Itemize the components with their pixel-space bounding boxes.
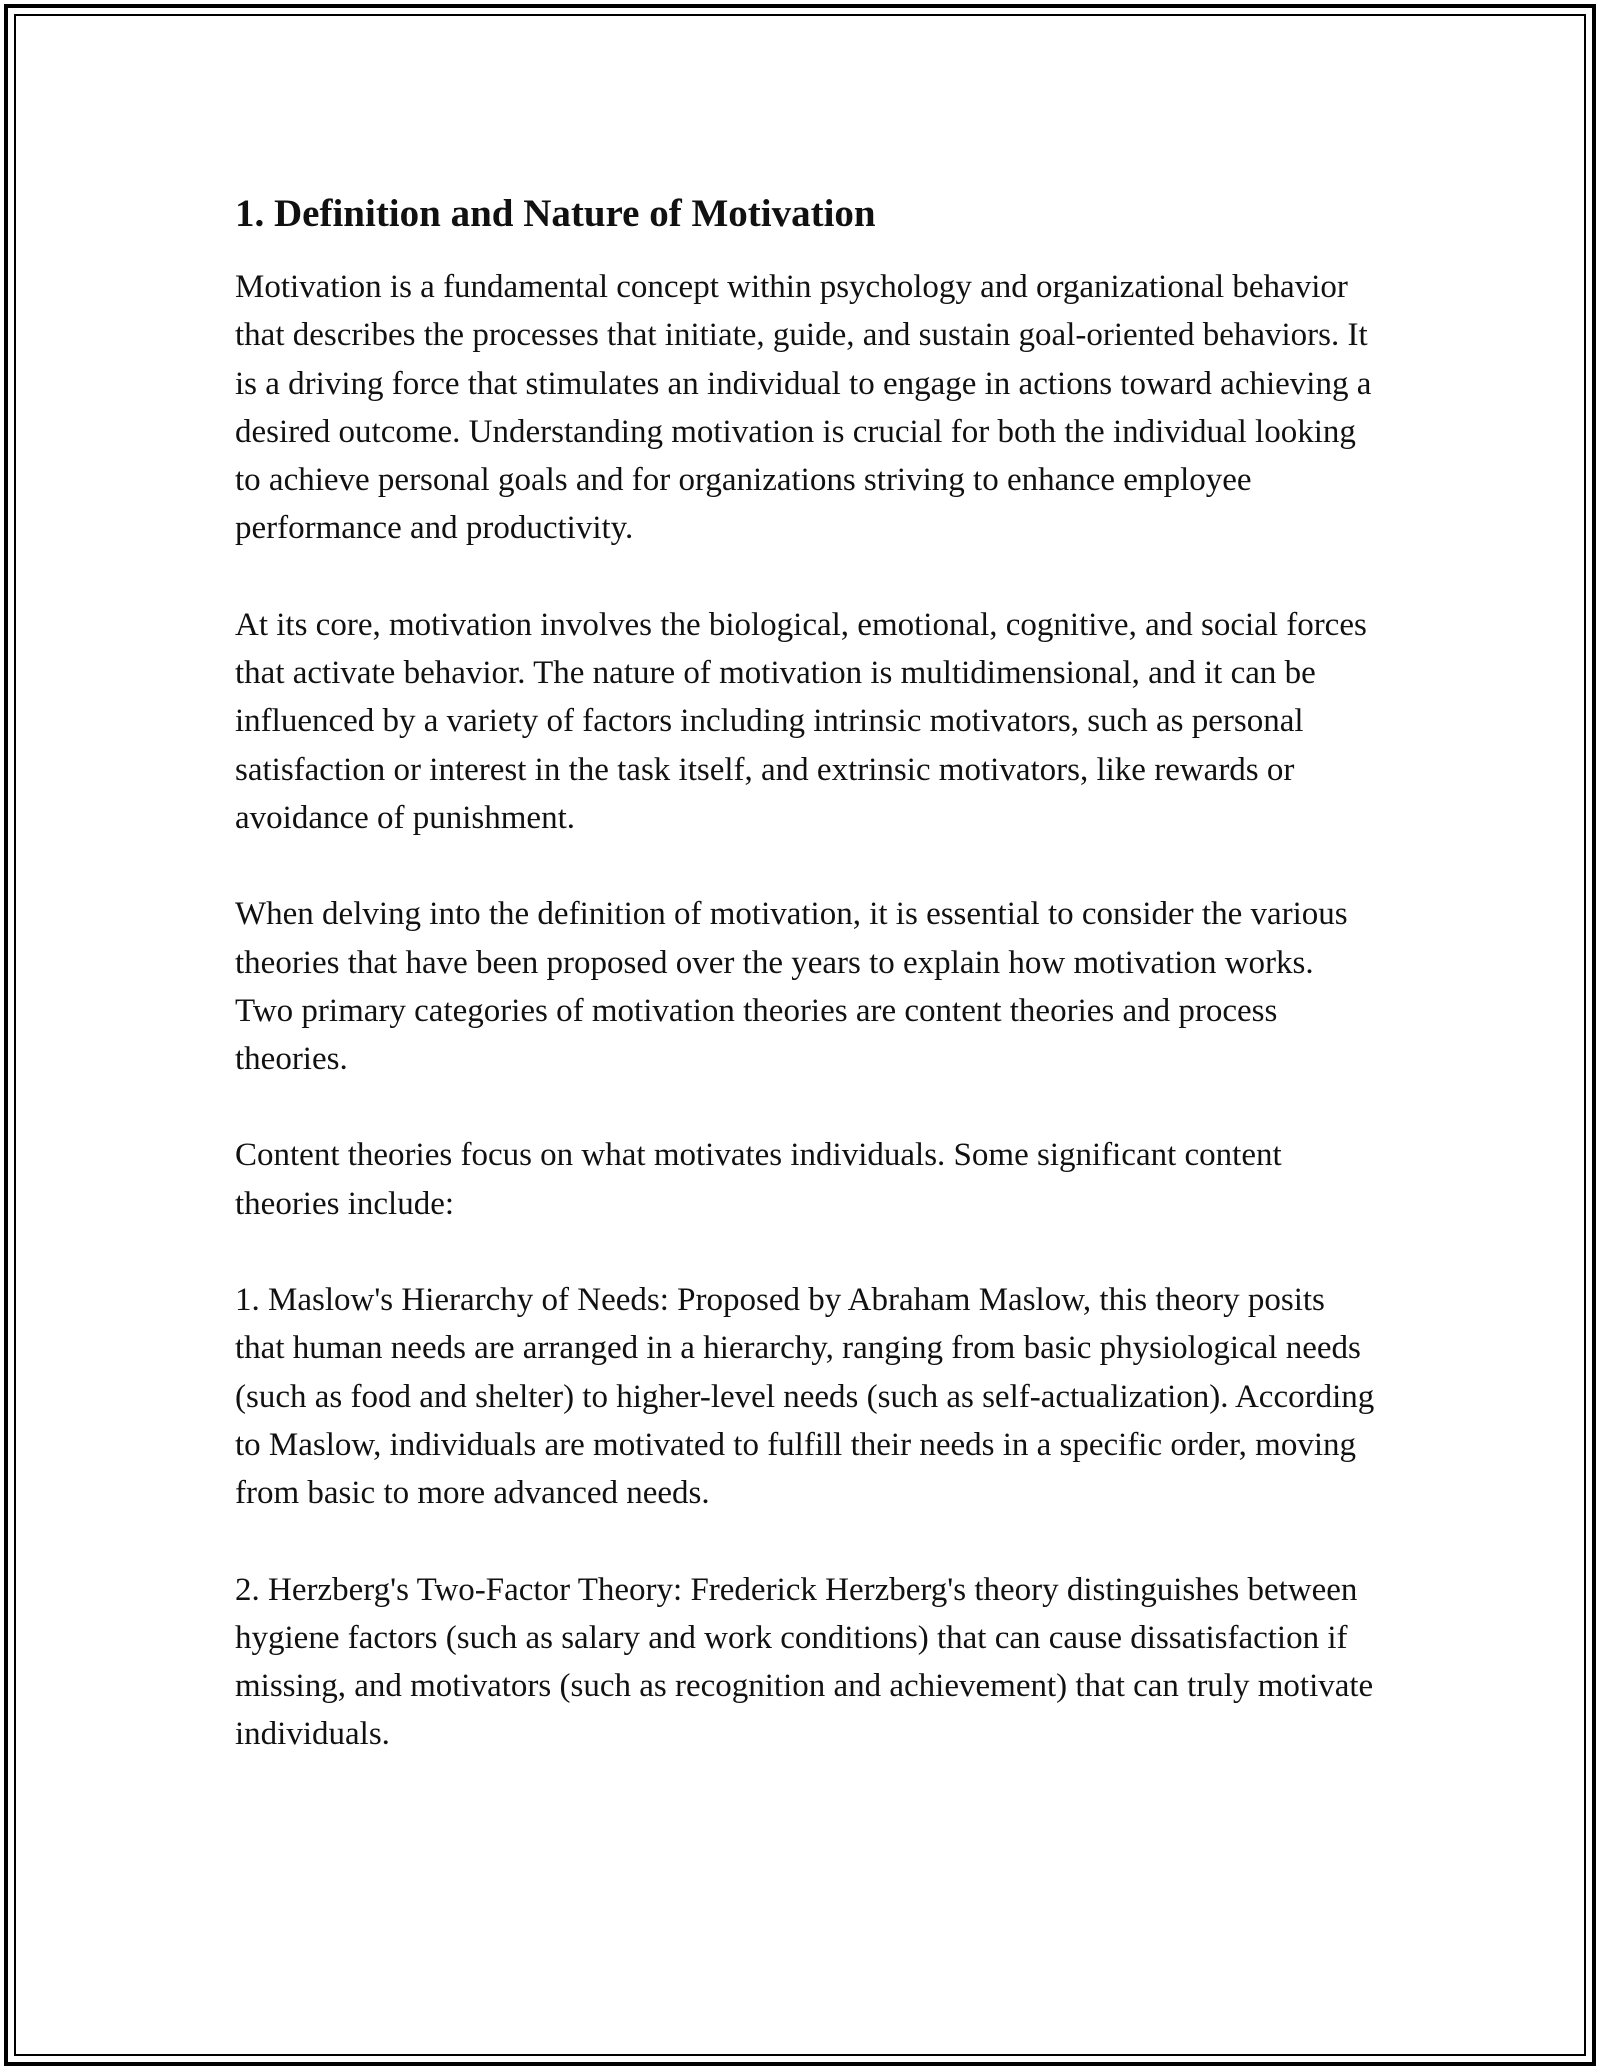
document-content <box>235 185 1375 1807</box>
paragraph-herzberg: 2. Herzberg's Two-Factor Theory: Frederick Herzberg's theory distinguishes between hygiene factors (such as salary and work conditions) that can cause dissatisfaction if missing, and motivators (such as recognition and achievement) that can truly motivate individuals. <box>235 1571 1374 1753</box>
section-heading: 1. Definition and Nature of Motivation <box>235 192 876 235</box>
paragraph-definition: Motivation is a fundamental concept within psychology and organizational behavior that describes the processes that initiate, guide, and sustain goal-oriented behaviors. It is a driving force that stimulates an individual to engage in actions toward achieving a desired outcome. Understanding motivation is crucial for both the individual looking to achieve personal goals and for organizations striving to enhance employee performance and productivity. <box>235 269 1372 547</box>
paragraph-content-theories: Content theories focus on what motivates individuals. Some significant content theories include: <box>235 1137 1282 1222</box>
paragraph-theories: When delving into the definition of motivation, it is essential to consider the various theories that have been proposed over the years to explain how motivation works. Two primary categories of motivation theories are content theories and process theories. <box>235 896 1348 1078</box>
paragraph-maslow: 1. Maslow's Hierarchy of Needs: Proposed by Abraham Maslow, this theory posits that human needs are arranged in a hierarchy, ranging from basic physiological needs (such as food and shelter) to higher-level needs (such as self-actualization). According to Maslow, individuals are motivated to fulfill their needs in a specific order, moving from basic to more advanced needs. <box>235 1282 1375 1512</box>
paragraph-core-nature: At its core, motivation involves the biological, emotional, cognitive, and social forces that activate behavior. The nature of motivation is multidimensional, and it can be influenced by a variety of factors including intrinsic motivators, such as personal satisfaction or interest in the task itself, and extrinsic motivators, like rewards or avoidance of punishment. <box>235 606 1367 836</box>
